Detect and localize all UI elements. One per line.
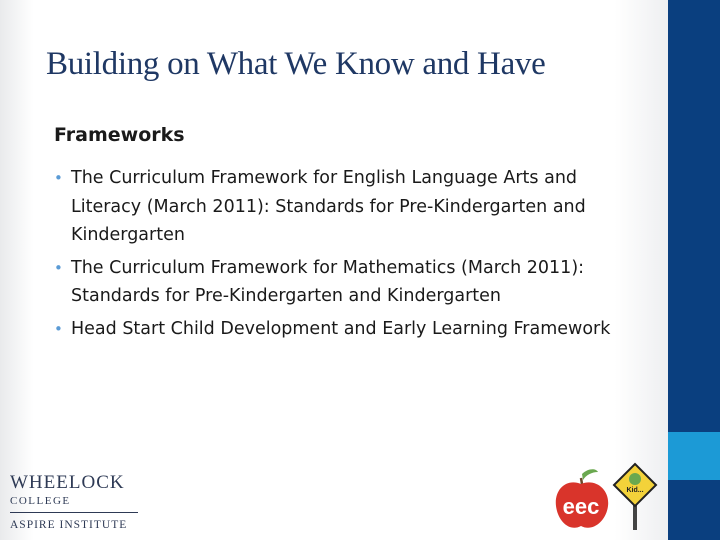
wheelock-name: WHEELOCK: [10, 472, 125, 493]
bullet-text: The Curriculum Framework for Mathematics (March 2011): Standards for Pre-Kindergarten and Kindergarten: [71, 257, 585, 306]
sidebar-accent-block: [668, 432, 720, 480]
bullet-dot-icon: •: [54, 169, 63, 187]
bullet-dot-icon: •: [54, 319, 63, 338]
bullet-item: [50, 315, 645, 344]
bullet-list: [50, 164, 645, 347]
sidebar-bottom-block: [668, 480, 720, 540]
bullet-dot-icon: •: [54, 258, 63, 277]
bullet-text: Head Start Child Development and Early Learning Framework: [71, 318, 611, 339]
svg-text:eec: eec: [562, 494, 600, 519]
wheelock-logo: [10, 473, 150, 531]
section-heading: Frameworks: [54, 124, 185, 146]
slide-title: Building on What We Know and Have: [46, 46, 546, 82]
bullet-item: [50, 254, 645, 311]
logo-divider: [10, 512, 138, 513]
eec-apple-logo-icon: [552, 466, 610, 532]
svg-text:Kid...: Kid...: [626, 487, 644, 494]
bullet-text: The Curriculum Framework for English Language Arts and Literacy (March 2011): Standards for Pre-Kindergarten and Kindergarten: [71, 168, 586, 245]
wheelock-institute: ASPIRE INSTITUTE: [10, 519, 128, 531]
bullet-item: [50, 164, 645, 250]
road-sign-logo-icon: [610, 462, 660, 532]
wheelock-college: COLLEGE: [10, 495, 71, 507]
